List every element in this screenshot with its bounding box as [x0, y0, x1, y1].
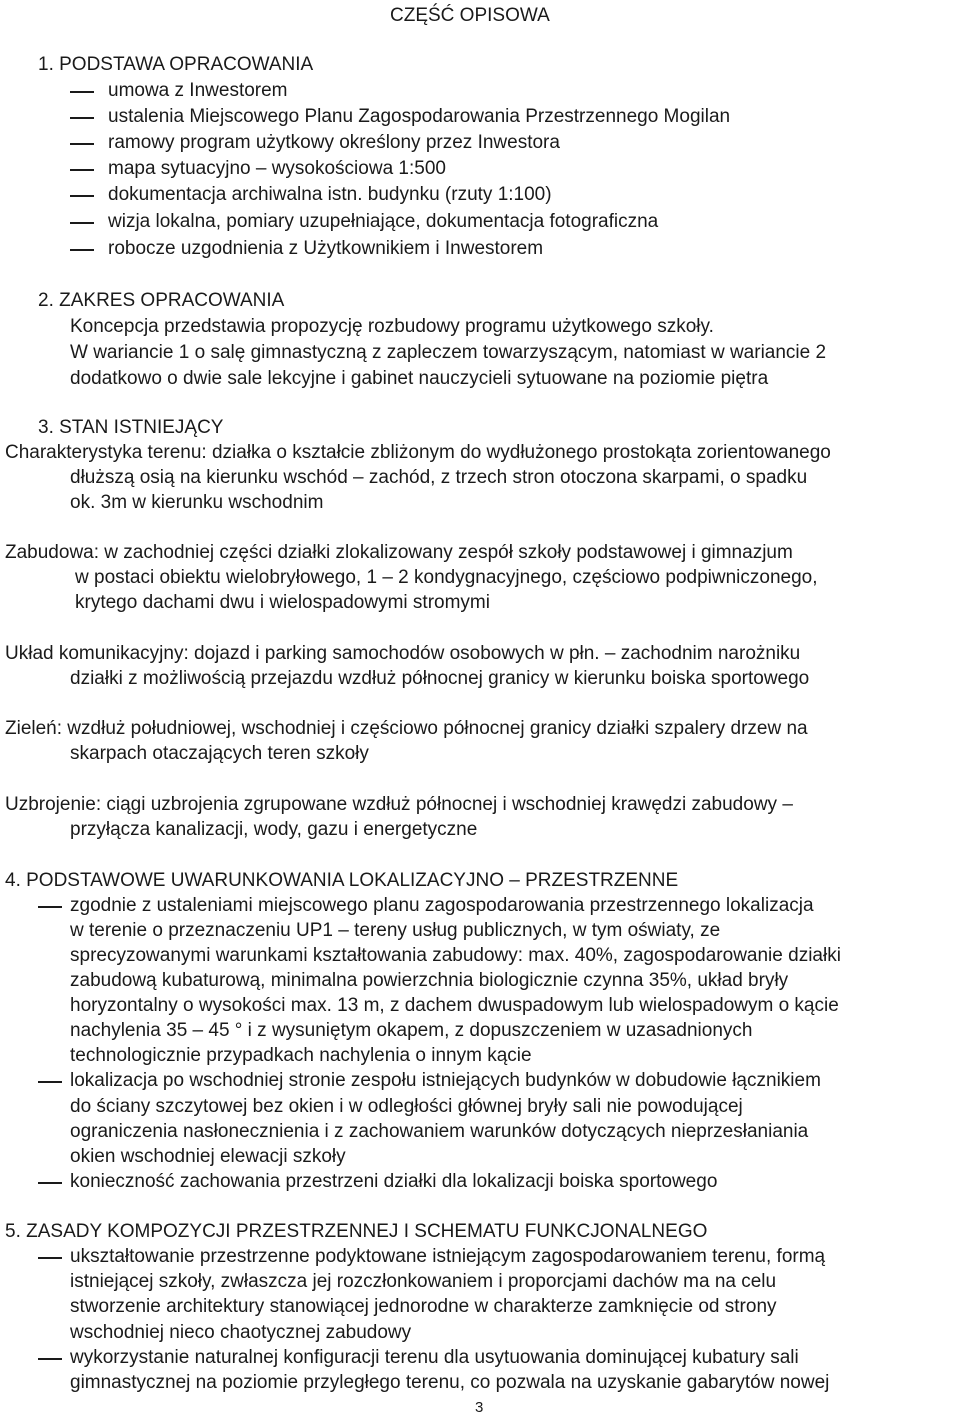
paragraph-line: krytego dachami dwu i wielospadowymi stromymi: [75, 592, 490, 613]
dash-bullet: [70, 91, 94, 93]
list-item-line: horyzontalny o wysokości max. 13 m, z dachem dwuspadowym lub wielospadowym o kącie: [70, 995, 839, 1016]
section-1-heading: 1. PODSTAWA OPRACOWANIA: [38, 54, 314, 75]
paragraph-line: W wariancie 1 o salę gimnastyczną z zapleczem towarzyszącym, natomiast w wariancie 2: [70, 342, 827, 363]
dash-bullet: [70, 169, 94, 171]
list-item: konieczność zachowania przestrzeni działki dla lokalizacji boiska sportowego: [70, 1171, 718, 1192]
paragraph-line: dodatkowo o dwie sale lekcyjne i gabinet nauczycieli sytuowane na poziomie piętra: [70, 368, 769, 389]
dash-bullet: [70, 249, 94, 251]
paragraph-line: ok. 3m w kierunku wschodnim: [70, 492, 324, 513]
section-5-heading: 5. ZASADY KOMPOZYCJI PRZESTRZENNEJ I SCHEMATU FUNKCJONALNEGO: [5, 1221, 708, 1242]
paragraph-line: Uzbrojenie: ciągi uzbrojenia zgrupowane wzdłuż północnej i wschodniej krawędzi zabudowy –: [5, 794, 793, 815]
section-4-heading: 4. PODSTAWOWE UWARUNKOWANIA LOKALIZACYJNO – PRZESTRZENNE: [5, 870, 679, 891]
dash-bullet: [38, 1257, 62, 1259]
list-item: lokalizacja po wschodniej stronie zespołu istniejących budynków w dobudowie łącznikiem: [70, 1070, 821, 1091]
list-item-line: stworzenie architektury stanowiącej jednorodne w charakterze zamknięcie od strony: [70, 1296, 777, 1317]
list-item-line: ograniczenia nasłonecznienia i z zachowaniem warunków dotyczących nieprzesłaniania: [70, 1121, 809, 1142]
dash-bullet: [38, 1358, 62, 1360]
paragraph-line: dłuższą osią na kierunku wschód – zachód, z trzech stron otoczona skarpami, o spadku: [70, 467, 808, 488]
list-item: wizja lokalna, pomiary uzupełniające, dokumentacja fotograficzna: [108, 211, 659, 232]
paragraph-line: działki z możliwością przejazdu wzdłuż północnej granicy w kierunku boiska sportowego: [70, 668, 810, 689]
list-item-line: istniejącej szkoły, zwłaszcza jej rozczłonkowaniem i proporcjami dachów ma na celu: [70, 1271, 777, 1292]
paragraph-line: Zabudowa: w zachodniej części działki zlokalizowany zespół szkoły podstawowej i gimnazjum: [5, 542, 793, 563]
list-item-line: do ściany szczytowej bez okien i w odległości głównej bryły sali nie powodującej: [70, 1096, 743, 1117]
list-item-line: wschodniej nieco chaotycznej zabudowy: [70, 1322, 412, 1343]
list-item: robocze uzgodnienia z Użytkownikiem i Inwestorem: [108, 238, 544, 259]
dash-bullet: [38, 1081, 62, 1083]
list-item-line: sprecyzowanymi warunkami kształtowania zabudowy: max. 40%, zagospodarowanie działki: [70, 945, 841, 966]
paragraph-line: Charakterystyka terenu: działka o kształcie zbliżonym do wydłużonego prostokąta zorientowanego: [5, 442, 831, 463]
list-item: zgodnie z ustaleniami miejscowego planu zagospodarowania przestrzennego lokalizacja: [70, 895, 814, 916]
paragraph-line: Układ komunikacyjny: dojazd i parking samochodów osobowych w płn. – zachodnim narożniku: [5, 643, 801, 664]
paragraph-line: Zieleń: wzdłuż południowej, wschodniej i częściowo północnej granicy działki szpalery drzew na: [5, 718, 808, 739]
list-item-line: zabudową kubaturową, minimalna powierzchnia biologicznie czynna 35%, układ bryły: [70, 970, 789, 991]
list-item: dokumentacja archiwalna istn. budynku (rzuty 1:100): [108, 184, 552, 205]
list-item: ukształtowanie przestrzenne podyktowane istniejącym zagospodarowaniem terenu, formą: [70, 1246, 826, 1267]
section-2-heading: 2. ZAKRES OPRACOWANIA: [38, 290, 285, 311]
list-item-line: technologicznie przypadkach nachylenia o innym kącie: [70, 1045, 532, 1066]
paragraph-line: skarpach otaczających teren szkoły: [70, 743, 369, 764]
list-item-line: gimnastycznej na poziomie przyległego terenu, co pozwala na uzyskanie gabarytów nowej: [70, 1372, 830, 1393]
list-item: ustalenia Miejscowego Planu Zagospodarowania Przestrzennego Mogilan: [108, 106, 731, 127]
list-item-line: nachylenia 35 – 45 ° i z wysuniętym okapem, z dopuszczeniem w uzasadnionych: [70, 1020, 753, 1041]
section-3-heading: 3. STAN ISTNIEJĄCY: [38, 417, 224, 438]
page-number: 3: [475, 1399, 484, 1416]
list-item: ramowy program użytkowy określony przez Inwestora: [108, 132, 560, 153]
list-item-line: w terenie o przeznaczeniu UP1 – tereny usług publicznych, w tym oświaty, ze: [70, 920, 721, 941]
list-item-line: okien wschodniej elewacji szkoły: [70, 1146, 346, 1167]
dash-bullet: [38, 1182, 62, 1184]
dash-bullet: [38, 906, 62, 908]
list-item: umowa z Inwestorem: [108, 80, 288, 101]
dash-bullet: [70, 195, 94, 197]
document-title: CZĘŚĆ OPISOWA: [390, 5, 550, 26]
list-item: mapa sytuacyjno – wysokościowa 1:500: [108, 158, 446, 179]
paragraph-line: w postaci obiektu wielobryłowego, 1 – 2 kondygnacyjnego, częściowo podpiwniczonego,: [75, 567, 818, 588]
dash-bullet: [70, 143, 94, 145]
dash-bullet: [70, 222, 94, 224]
list-item: wykorzystanie naturalnej konfiguracji terenu dla usytuowania dominującej kubatury sali: [70, 1347, 799, 1368]
paragraph-line: przyłącza kanalizacji, wody, gazu i energetyczne: [70, 819, 478, 840]
paragraph-line: Koncepcja przedstawia propozycję rozbudowy programu użytkowego szkoły.: [70, 316, 714, 337]
dash-bullet: [70, 117, 94, 119]
